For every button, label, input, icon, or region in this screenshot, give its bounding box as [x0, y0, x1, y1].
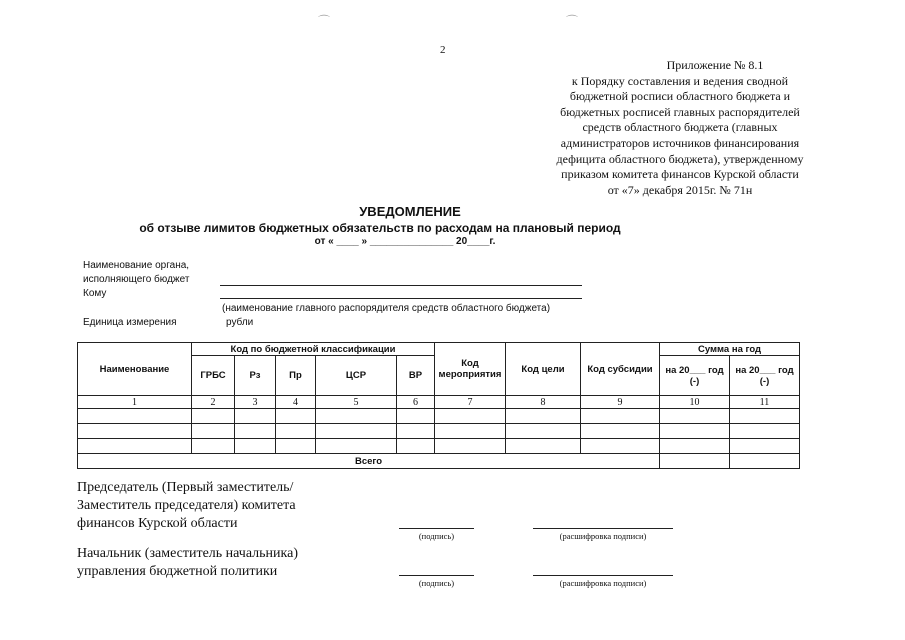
chairman-line: финансов Курской области: [77, 516, 238, 531]
table-row[interactable]: [78, 439, 800, 454]
header-vr: ВР: [397, 356, 435, 396]
col-number: 5: [316, 396, 397, 409]
to-label: Кому: [83, 288, 107, 299]
document-title: УВЕДОМЛЕНИЕ: [359, 204, 461, 219]
appendix-line: средств областного бюджета (главных: [582, 120, 778, 135]
header-sum: Сумма на год: [660, 343, 800, 356]
header-csr: ЦСР: [316, 356, 397, 396]
col-number: 1: [78, 396, 192, 409]
header-event-code: Код мероприятия: [435, 343, 506, 396]
org-label-1: Наименование органа,: [83, 260, 190, 271]
head-position: [77, 545, 298, 581]
col-number: 10: [660, 396, 730, 409]
col-number: 11: [730, 396, 800, 409]
header-subsidy-code: Код субсидии: [581, 343, 660, 396]
head-decode-line[interactable]: [533, 575, 673, 576]
appendix-line: бюджетной росписи областного бюджета и: [569, 89, 791, 104]
head-signature-line[interactable]: [399, 575, 474, 576]
org-label-2: исполняющего бюджет: [83, 274, 190, 285]
col-number: 4: [276, 396, 316, 409]
decode-caption: (расшифровка подписи): [559, 578, 647, 588]
total-label: Всего: [78, 454, 660, 469]
total-year-1[interactable]: [660, 454, 730, 469]
header-budget-class: Код по бюджетной классификации: [192, 343, 435, 356]
recipient-caption: (наименование главного распорядителя средств областного бюджета): [222, 303, 551, 314]
chairman-position: [77, 479, 296, 533]
appendix-line: администраторов источников финансирования: [560, 135, 800, 150]
page-number: 2: [440, 44, 446, 56]
org-name-field[interactable]: [220, 285, 582, 286]
decode-caption: (расшифровка подписи): [559, 531, 647, 541]
table-row[interactable]: [78, 409, 800, 424]
col-number: 7: [435, 396, 506, 409]
chairman-decode-line[interactable]: [533, 528, 673, 529]
header-pr: Пр: [276, 356, 316, 396]
appendix-line: от «7» декабря 2015г. № 71н: [607, 182, 753, 197]
header-name: Наименование: [78, 343, 192, 396]
signature-caption: (подпись): [418, 578, 455, 588]
unit-label: Единица измерения: [83, 317, 177, 328]
col-number: 9: [581, 396, 660, 409]
chairman-line: Председатель (Первый заместитель/: [77, 480, 294, 495]
total-row: [78, 454, 800, 469]
appendix-line: к Порядку составления и ведения сводной: [571, 73, 789, 88]
col-number: 2: [192, 396, 235, 409]
chairman-line: Заместитель председателя) комитета: [77, 498, 296, 513]
appendix-line: Приложение № 8.1: [666, 58, 764, 72]
col-number: 8: [506, 396, 581, 409]
col-number: 3: [235, 396, 276, 409]
header-year-1: на 20___ год (-): [660, 356, 730, 396]
appendix-note: [545, 58, 815, 198]
document-subtitle: об отзыве лимитов бюджетных обязательств по расходам на плановый период: [139, 221, 621, 235]
budget-table: [77, 342, 800, 469]
recipient-field[interactable]: [220, 298, 582, 299]
appendix-line: бюджетных росписей главных распорядителей: [560, 104, 800, 119]
header-year-2: на 20___ год (-): [730, 356, 800, 396]
document-date-line: от « ____ » _______________ 20____г.: [314, 236, 496, 247]
scan-mark: ⌒: [318, 14, 331, 28]
header-rz: Рз: [235, 356, 276, 396]
appendix-line: дефицита областного бюджета), утвержденному: [556, 151, 804, 166]
table-row[interactable]: [78, 424, 800, 439]
scan-mark: ⌒: [566, 14, 579, 28]
signature-caption: (подпись): [418, 531, 455, 541]
unit-value: рубли: [226, 317, 254, 328]
col-number: 6: [397, 396, 435, 409]
header-goal-code: Код цели: [506, 343, 581, 396]
total-year-2[interactable]: [730, 454, 800, 469]
head-line: управления бюджетной политики: [77, 564, 278, 579]
appendix-line: приказом комитета финансов Курской области: [561, 167, 799, 182]
header-grbs: ГРБС: [192, 356, 235, 396]
head-line: Начальник (заместитель начальника): [77, 546, 298, 561]
chairman-signature-line[interactable]: [399, 528, 474, 529]
column-numbers-row: [78, 396, 800, 409]
